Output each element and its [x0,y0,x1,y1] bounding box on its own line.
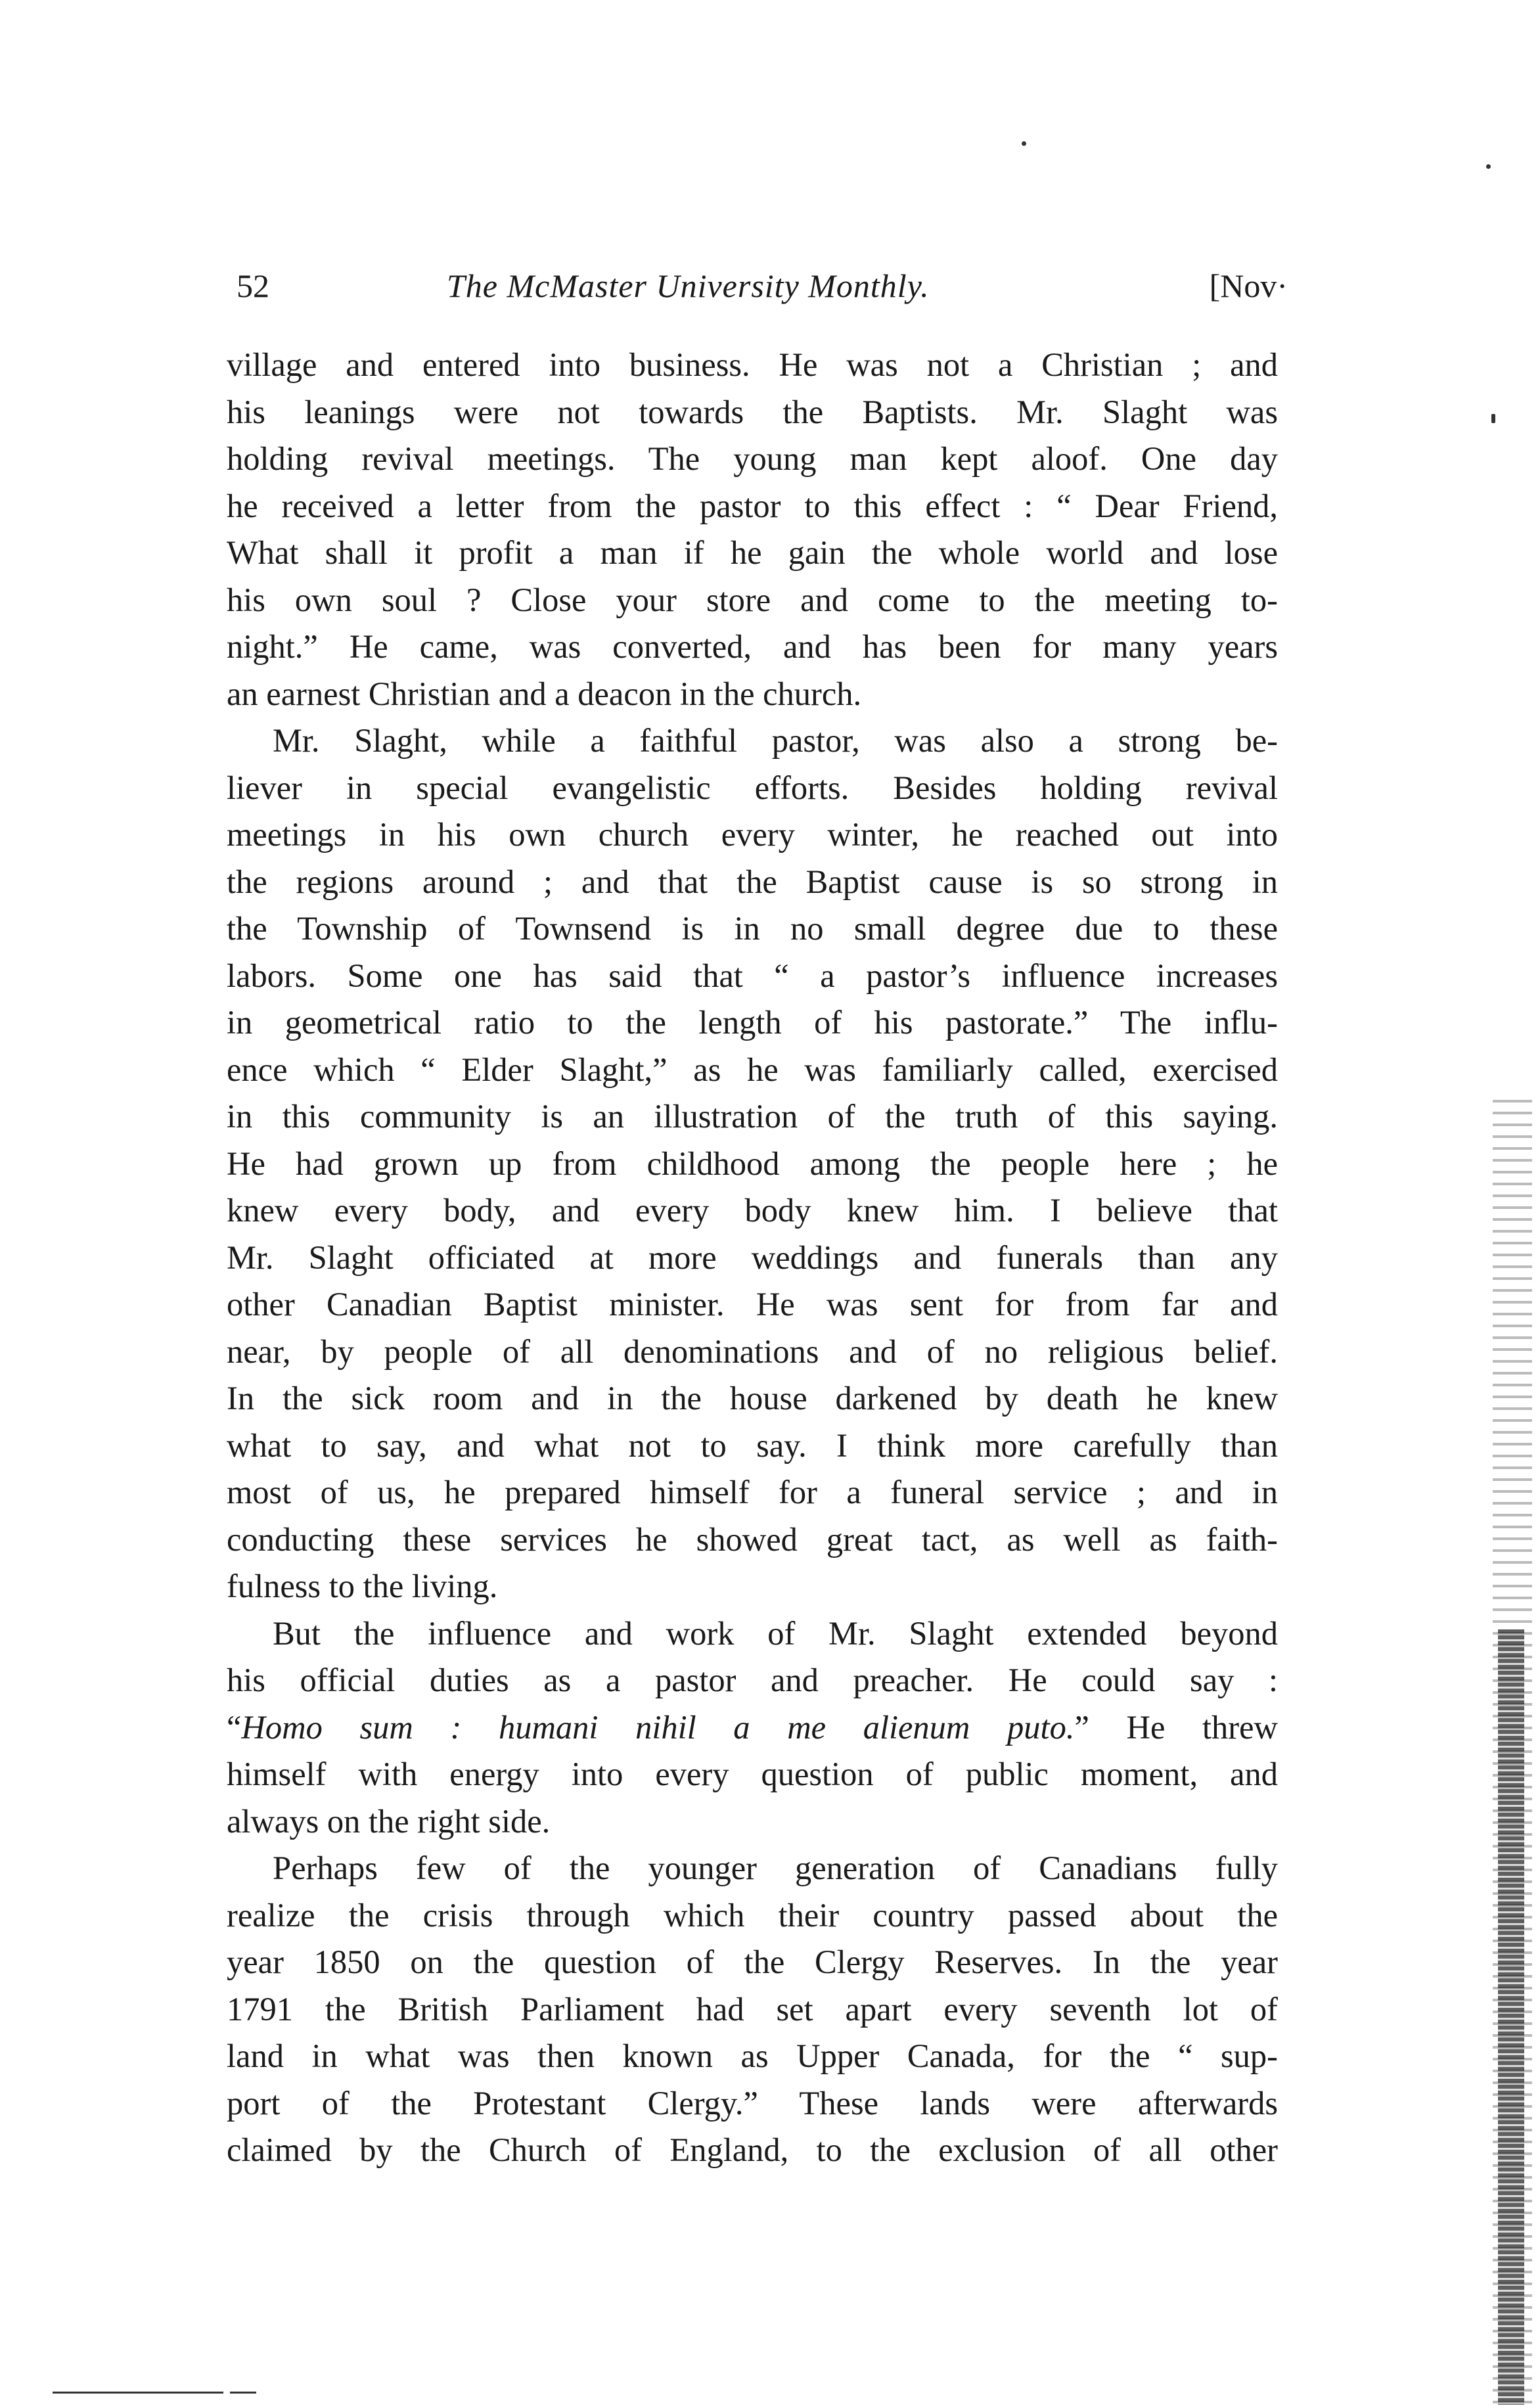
text-line: He had grown up from childhood among the people here ; he [227,1145,1278,1182]
text-line: knew every body, and every body knew him. I believe that [227,1192,1278,1229]
text-line: Mr. Slaght, while a faithful pastor, was also a strong be- [273,722,1278,759]
scan-speck [1486,164,1491,169]
page-number: 52 [237,267,269,304]
text-line: always on the right side. [227,1802,551,1840]
text-line: claimed by the Church of England, to the exclusion of all other [227,2131,1278,2168]
text-line: What shall it profit a man if he gain the whole world and lose [227,534,1278,571]
text-line: Perhaps few of the younger generation of Canadians fully [273,1850,1278,1886]
text-line: holding revival meetings. The young man kept aloof. One day [227,440,1278,477]
bottom-rule [53,2392,223,2394]
text-line: other Canadian Baptist minister. He was sent for from far and [227,1286,1278,1323]
text-line: his own soul ? Close your store and come to the meeting to- [227,581,1278,618]
text-line: what to say, and what not to say. I think more carefully than [227,1426,1278,1464]
text-line: But the influence and work of Mr. Slaght extended beyond [273,1614,1278,1652]
text-line: his official duties as a pastor and preacher. He could say : [227,1662,1278,1698]
text-line: 1791 the British Parliament had set apart every seventh lot of [227,1990,1278,2028]
running-title: The McMaster University Monthly. [447,267,930,304]
text-line: in this community is an illustration of the truth of this saying. [227,1098,1278,1135]
text-line: he received a letter from the pastor to this effect : “ Dear Friend, [227,487,1278,524]
text-line-latin-quote: “Homo sum : humani nihil a me alienum puto.” He threw [227,1708,1278,1746]
text-line: fulness to the living. [227,1568,498,1604]
text-line: his leanings were not towards the Baptists. Mr. Slaght was [227,393,1278,430]
text-line: land in what was then known as Upper Canada, for the “ sup- [227,2037,1278,2074]
scan-speck [1491,414,1495,423]
bottom-rule-short [230,2392,256,2394]
text-line: night.” He came, was converted, and has been for many years [227,628,1278,665]
text-line: port of the Protestant Clergy.” These lands were afterwards [227,2084,1278,2122]
text-line: most of us, he prepared himself for a funeral service ; and in [227,1474,1278,1511]
text-line: an earnest Christian and a deacon in the church. [227,675,862,712]
issue-month: [Nov· [1209,267,1288,304]
text-line: In the sick room and in the house darkened by death he knew [227,1380,1278,1417]
scan-margin-noise-dense [1498,1629,1524,2405]
text-line: the regions around ; and that the Baptist cause is so strong in [227,863,1278,900]
text-line: conducting these services he showed great tact, as well as faith- [227,1520,1278,1558]
text-line: himself with energy into every question of public moment, and [227,1756,1278,1792]
text-line: village and entered into business. He was not a Christian ; and [227,346,1278,383]
text-line: Mr. Slaght officiated at more weddings and funerals than any [227,1238,1278,1276]
text-line: the Township of Townsend is in no small degree due to these [227,910,1278,947]
text-line: realize the crisis through which their country passed about the [227,1896,1278,1934]
text-line: ence which “ Elder Slaght,” as he was familiarly called, exercised [227,1051,1278,1088]
body-text [227,342,1278,2174]
text-line: in geometrical ratio to the length of his pastorate.” The influ- [227,1004,1278,1041]
text-line: labors. Some one has said that “ a pastor’s influence increases [227,957,1278,994]
text-line: year 1850 on the question of the Clergy Reserves. In the year [227,1943,1278,1980]
scan-speck [1022,141,1026,146]
latin-quote: Homo sum : humani nihil a me alienum puto. [241,1708,1075,1746]
text-line: near, by people of all denominations and of no religious belief. [227,1332,1278,1370]
running-head [237,260,1288,312]
text-line: liever in special evangelistic efforts. Besides holding revival [227,769,1278,806]
text-line: meetings in his own church every winter, he reached out into [227,816,1278,853]
